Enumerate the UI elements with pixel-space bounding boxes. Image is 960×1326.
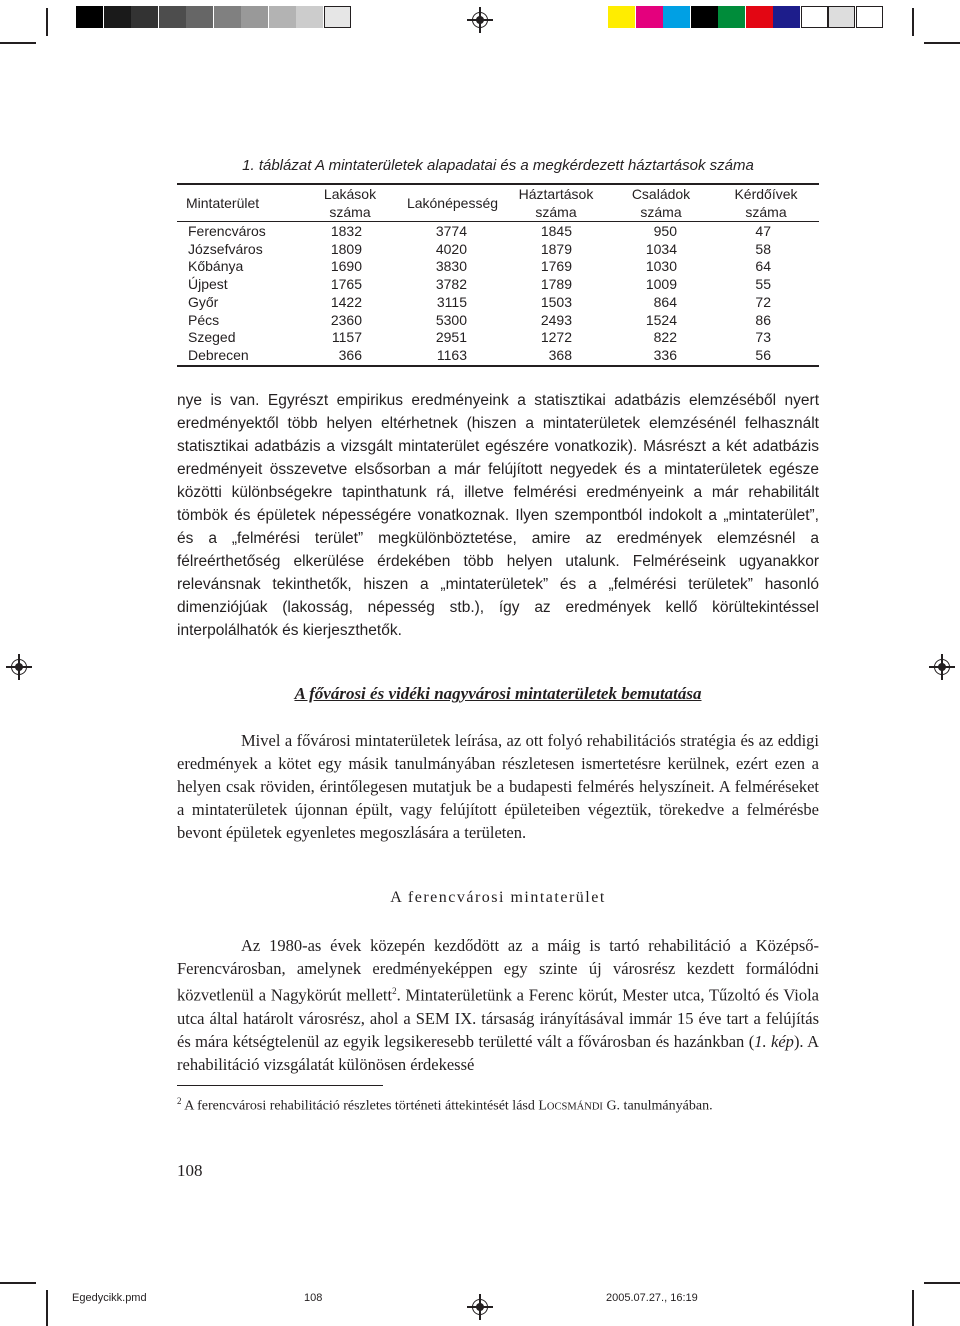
gray-swatch	[214, 6, 241, 28]
gray-swatch	[104, 6, 131, 28]
page-number: 108	[177, 1161, 203, 1180]
header-households-line2: száma	[535, 204, 577, 220]
header-families-line1: Családok	[631, 186, 691, 202]
crop-mark	[46, 8, 48, 36]
table-cell-population: 4020	[435, 240, 467, 257]
header-households	[500, 185, 612, 221]
table-cell-population: 3774	[435, 223, 467, 239]
process-swatch	[663, 6, 690, 28]
section-title: A fővárosi és vidéki nagyvárosi mintaterületek bemutatása	[294, 684, 702, 703]
process-swatch	[801, 6, 828, 28]
paragraph-text: Az 1980-as évek közepén kezdődött az a máig is tartó rehabilitáció a Középső-Ferencvárosban, amelynek eredményeképpen egy szinte új városrész kezdett formálódni közvetlenül a Nagykörút mellett	[177, 936, 819, 1005]
figure-reference: 1. kép	[754, 1031, 794, 1051]
registration-mark-icon	[467, 7, 493, 33]
table-cell-population: 2951	[435, 329, 467, 346]
table-cell-area: Kőbánya	[188, 258, 244, 275]
header-area	[186, 194, 311, 212]
table-cell-area: Józsefváros	[188, 240, 263, 257]
table-cell-households: 1845	[540, 223, 572, 239]
process-swatch	[608, 6, 635, 28]
header-questionnaires-line1: Kérdőívek	[734, 186, 798, 202]
crop-mark	[46, 1290, 48, 1326]
crop-mark	[0, 1282, 36, 1284]
table-cell-dwellings: 1809	[330, 240, 362, 257]
registration-mark-icon	[467, 1294, 493, 1320]
process-swatch	[856, 6, 883, 28]
process-swatch	[636, 6, 663, 28]
table-cell-households: 2493	[540, 311, 572, 328]
table-header-rule	[177, 221, 819, 222]
footnote-author-smallcaps: OCSMÁNDI	[546, 1101, 603, 1113]
table-cell-population: 3782	[435, 276, 467, 293]
header-dwellings	[300, 185, 400, 221]
footnote	[177, 1096, 819, 1115]
gray-swatch	[186, 6, 213, 28]
table-cell-dwellings: 1765	[330, 276, 362, 293]
gray-swatch	[131, 6, 158, 28]
table-cell-area: Szeged	[188, 329, 236, 346]
registration-mark-icon	[6, 654, 32, 680]
table-cell-households: 1503	[540, 293, 572, 310]
table-cell-questionnaires: 47	[755, 223, 771, 239]
table-cell-families: 336	[653, 346, 677, 363]
header-families-line2: száma	[640, 204, 682, 220]
table-cell-population: 5300	[435, 311, 467, 328]
footnote-reference[interactable]: 2	[392, 986, 397, 996]
table-cell-area: Újpest	[188, 276, 228, 293]
table-cell-households: 1879	[540, 240, 572, 257]
table-cell-dwellings: 2360	[330, 311, 362, 328]
table-cell-households: 1272	[540, 329, 572, 346]
table-cell-families: 1009	[645, 276, 677, 293]
slug-page: 108	[304, 1292, 323, 1304]
header-questionnaires	[716, 185, 816, 221]
gray-swatch	[324, 6, 351, 28]
table-cell-area: Győr	[188, 293, 219, 310]
table-cell-families: 1030	[645, 258, 677, 275]
process-swatch	[691, 6, 718, 28]
paragraph-text: ). A rehabilitáció vizsgálatát különösen érdekessé	[177, 1031, 819, 1074]
registration-mark-icon	[929, 654, 955, 680]
header-dwellings-line1: Lakások	[323, 186, 377, 202]
footnote-mark: 2	[177, 1096, 182, 1106]
table-cell-area: Debrecen	[188, 346, 249, 363]
crop-mark	[912, 1290, 914, 1326]
table-cell-dwellings: 1422	[330, 293, 362, 310]
table-cell-dwellings: 1690	[330, 258, 362, 275]
table-cell-families: 1524	[645, 311, 677, 328]
header-population-label: Lakónépesség	[406, 195, 499, 211]
header-dwellings-line2: száma	[329, 204, 371, 220]
table-bottom-rule	[177, 365, 819, 367]
table-cell-questionnaires: 58	[755, 240, 771, 257]
header-area-label: Mintaterület	[186, 195, 260, 211]
slug-filename: Egedycikk.pmd	[72, 1292, 147, 1304]
table-cell-questionnaires: 64	[755, 258, 771, 275]
header-questionnaires-line2: száma	[745, 204, 787, 220]
table-cell-questionnaires: 73	[755, 329, 771, 346]
gray-swatch	[76, 6, 103, 28]
table-cell-households: 368	[548, 346, 572, 363]
subsection-title: A ferencvárosi mintaterület	[390, 889, 606, 906]
crop-mark	[924, 1282, 960, 1284]
paragraph-text: . Mintaterületünk a Ferenc körút, Mester utca, Tűzoltó és Viola utca által határolt városrész, ahol a SEM IX. társaság irányításával immár 15 éve tart a felújítás és mára kétségtelenül az egyik legsikeresebb területté vált a fővárosban és hazánkban (	[177, 985, 819, 1051]
footnote-rule	[177, 1085, 383, 1086]
gray-swatch	[269, 6, 296, 28]
header-families	[611, 185, 711, 221]
table-cell-families: 950	[653, 223, 677, 239]
table-caption: 1. táblázat A mintaterületek alapadatai és a megkérdezett háztartások száma	[242, 157, 754, 174]
table-cell-questionnaires: 55	[755, 276, 771, 293]
table-cell-questionnaires: 86	[755, 311, 771, 328]
gray-swatch	[241, 6, 268, 28]
header-population	[395, 194, 510, 212]
paragraph-section: Mivel a fővárosi mintaterületek leírása, az ott folyó rehabilitációs stratégia és az eddigi eredmények a kötet egy másik tanulmányában részletesen ismertetésre kerülnek, ezért ezen a helyen csak röviden, érintőlegesen mutatjuk be a budapesti felmérés helyszíneit. A felméréseket a mintaterületek újonnan épült, vagy felújított épületeiben végeztük, törekedve a felmérésbe bevont épületek egyenletes megoszlására a területen.	[177, 731, 819, 842]
process-swatch	[828, 6, 855, 28]
process-swatch	[718, 6, 745, 28]
footnote-text-end: G. tanulmányában.	[602, 1098, 713, 1114]
table-cell-dwellings: 366	[338, 346, 362, 363]
gray-swatch	[159, 6, 186, 28]
table-cell-area: Pécs	[188, 311, 220, 328]
paragraph-intro: nye is van. Egyrészt empirikus eredményeink a statisztikai adatbázis elemzéséből nyert eredményektől több helyen eltérhetnek (hiszen a mintaterületek elemzésénél felhasznált statisztikai adatbázis a vizsgált mintaterület egészére vonatkozik). Másrészt a két adatbázis eredményeit összevetve elsősorban a már felújított negyedek és a mintaterületek egésze közötti különbségekre tapinthatunk rá, illetve felmérési eredményeink a már rehabilitált tömbök és épületek népességére vonatkoznak. Ilyen szempontból indokolt a „mintaterület”, és a „felmérési terület” megkülönböztetése, amire az eredmények elemzésnél a félreérthetőség elkerülése érdekében több helyen utalunk. Felméréseink ugyanakkor relevánsnak tekinthetők, hiszen a „mintaterületek” és a „felmérési területek” hasonló dimenziójúak (lakosság, népesség stb.), így az eredmények kellő körültekintéssel interpolálhatók és kierjeszthetők.	[177, 392, 819, 639]
gray-swatch	[296, 6, 323, 28]
table-cell-population: 1163	[436, 346, 467, 363]
crop-mark	[924, 42, 960, 44]
process-swatch	[773, 6, 800, 28]
footnote-text: A ferencvárosi rehabilitáció részletes történeti áttekintését lásd L	[184, 1098, 547, 1114]
header-households-line1: Háztartások	[518, 186, 594, 202]
table-cell-questionnaires: 56	[755, 346, 771, 363]
table-cell-dwellings: 1832	[330, 223, 362, 239]
crop-mark	[912, 8, 914, 36]
table-cell-families: 1034	[645, 240, 677, 257]
process-swatch	[746, 6, 773, 28]
table-cell-families: 864	[653, 293, 677, 310]
paragraph-ferencvaros	[177, 934, 819, 1076]
slug-timestamp: 2005.07.27., 16:19	[606, 1292, 698, 1304]
table-cell-questionnaires: 72	[755, 293, 771, 310]
table-cell-families: 822	[653, 329, 677, 346]
table-cell-households: 1789	[540, 276, 572, 293]
table-cell-dwellings: 1157	[331, 329, 362, 346]
table-cell-households: 1769	[540, 258, 572, 275]
table-cell-population: 3115	[436, 293, 467, 310]
crop-mark	[0, 42, 36, 44]
table-cell-area: Ferencváros	[188, 223, 266, 239]
table-cell-population: 3830	[435, 258, 467, 275]
